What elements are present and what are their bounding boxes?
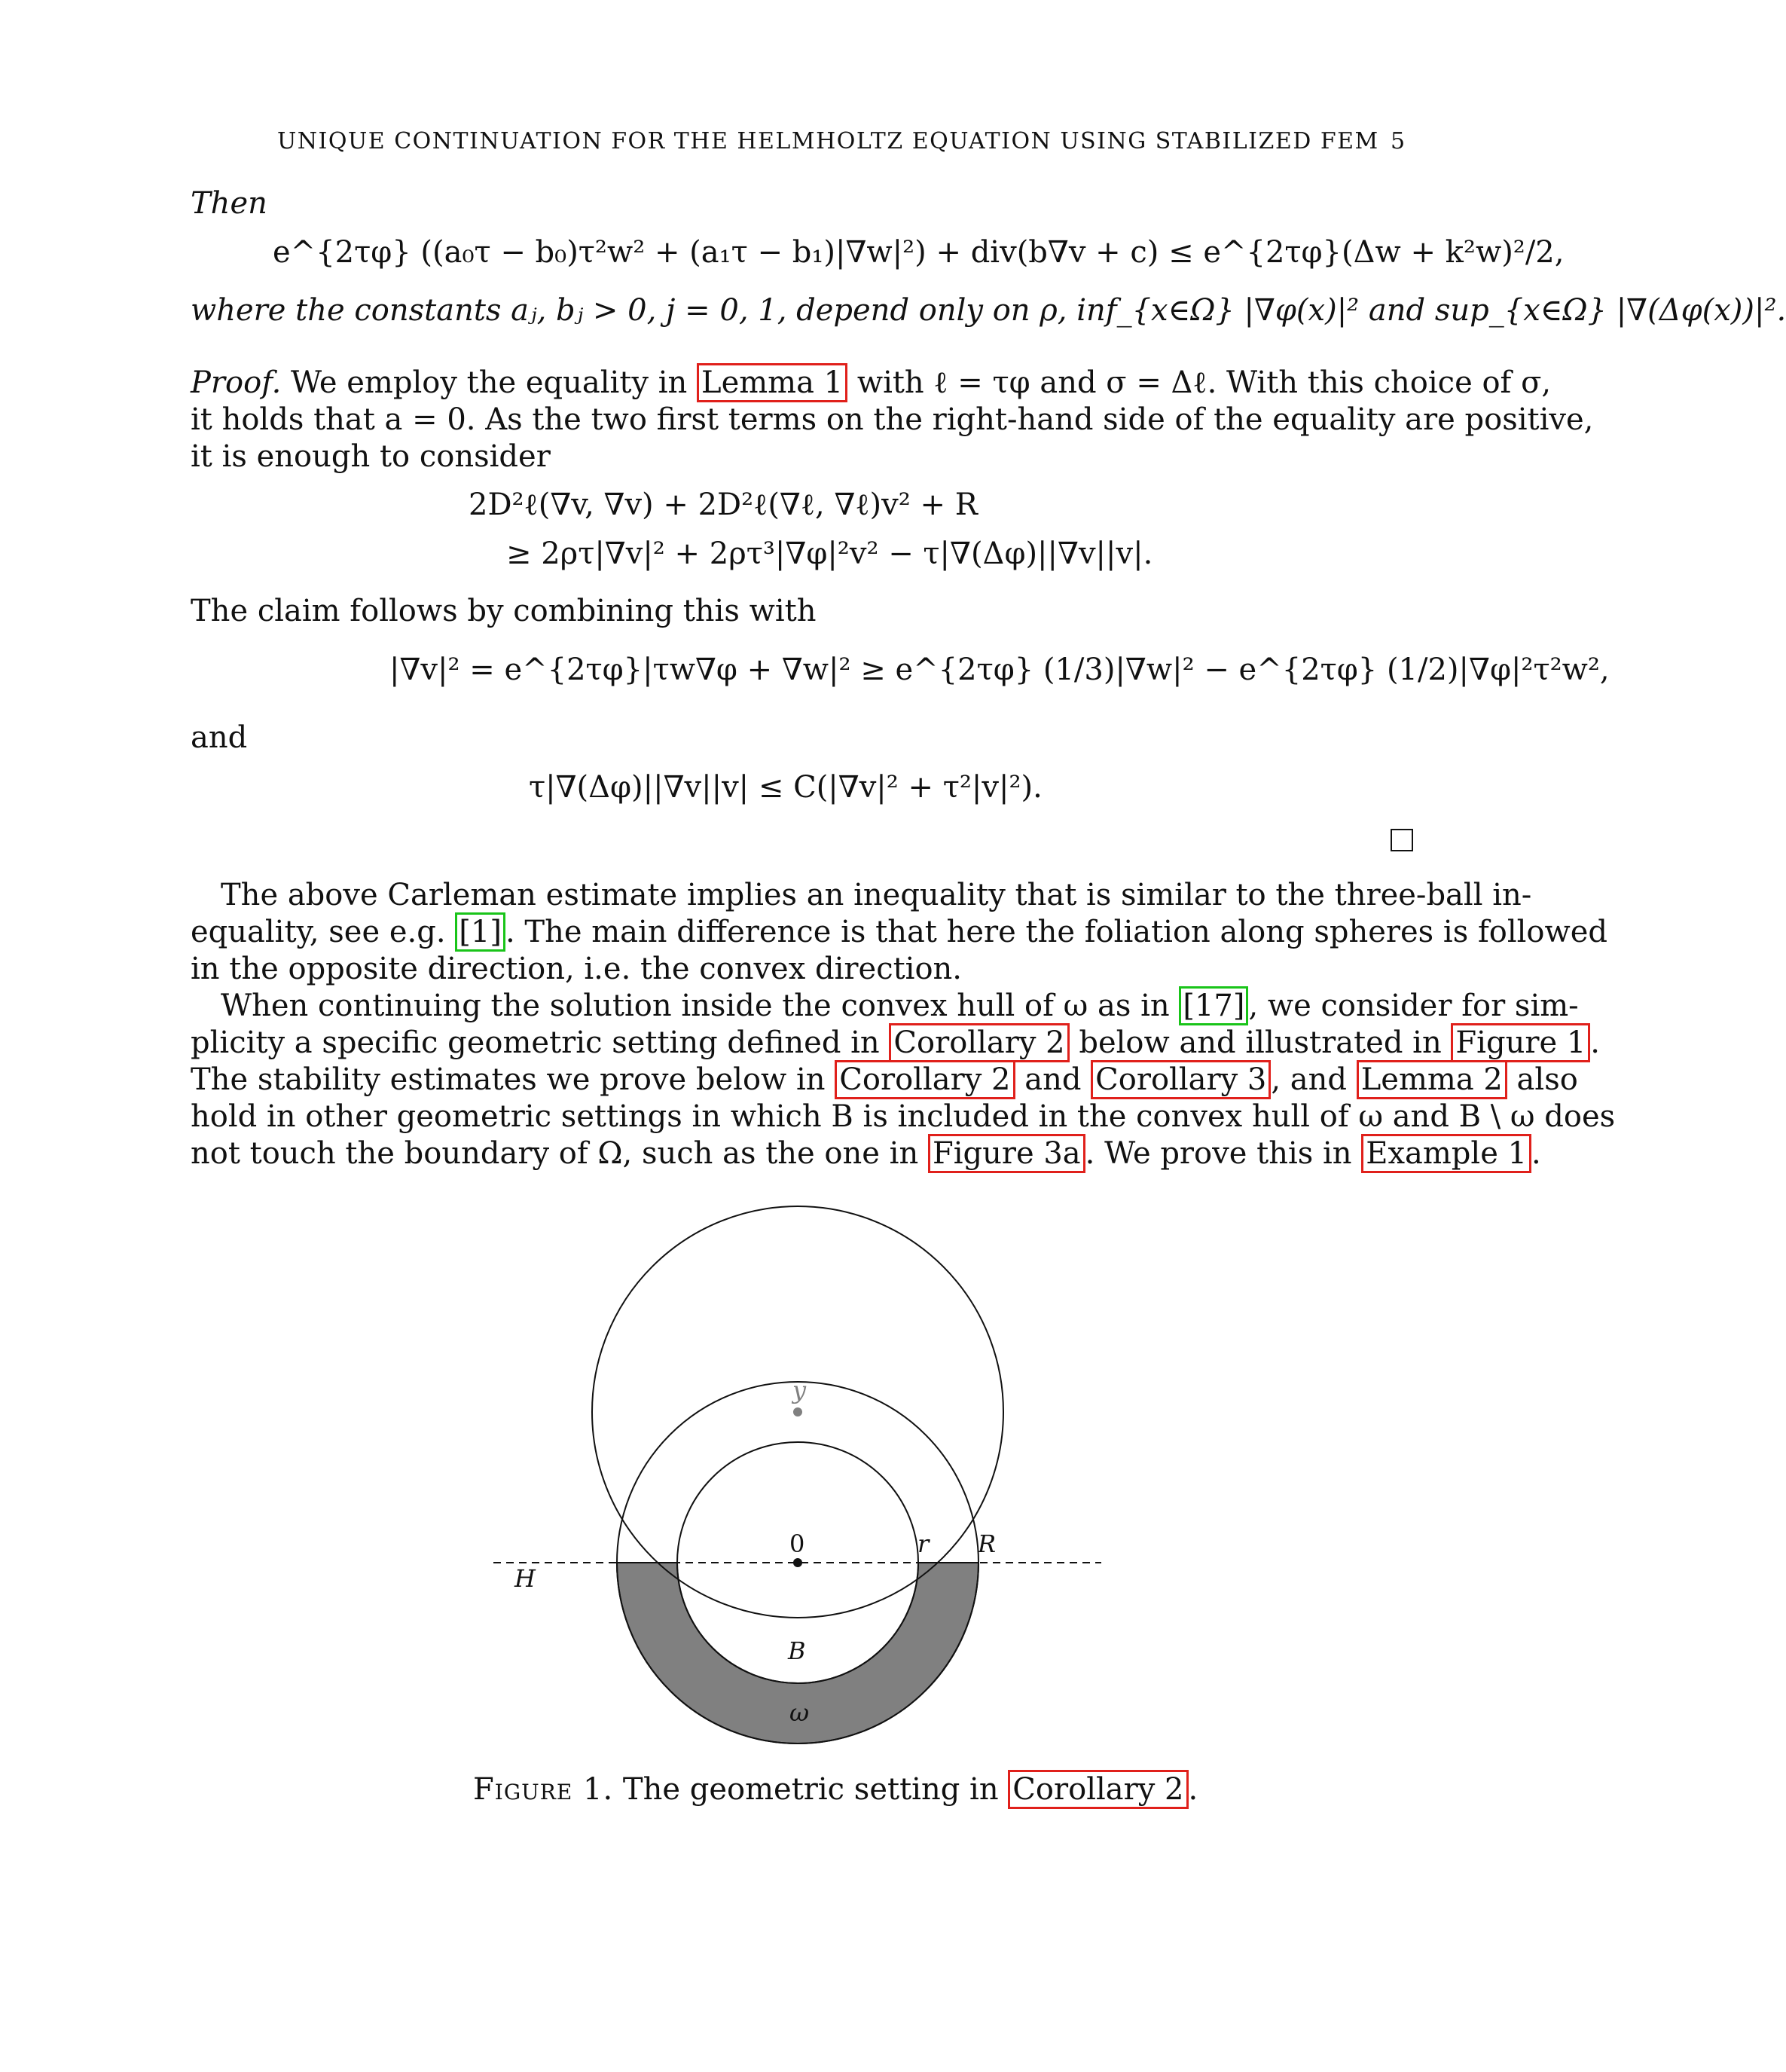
ref-corollary-3[interactable]: Corollary 3 — [1091, 1060, 1271, 1099]
label-omega: ω — [789, 1698, 810, 1727]
label-y: y — [792, 1376, 807, 1404]
proof-line-1: Proof. We employ the equality in Lemma 1 with ℓ = τφ and σ = Δℓ. With this choice of σ, — [191, 365, 1551, 402]
ref-figure-3a[interactable]: Figure 3a — [928, 1134, 1085, 1173]
point-origin — [793, 1558, 802, 1567]
equation-carleman: e^{2τφ} ((a₀τ − b₀)τ²w² + (a₁τ − b₁)|∇w|²) + div(b∇v + c) ≤ e^{2τφ}(Δw + k²w)²/2, — [273, 235, 1565, 270]
proof-line-2: it holds that a = 0. As the two first terms on the right-hand side of the equality are positive, — [191, 402, 1594, 437]
label-origin: 0 — [789, 1530, 805, 1558]
point-y — [793, 1407, 802, 1416]
label-B: B — [788, 1637, 806, 1665]
page-number: 5 — [1391, 128, 1406, 154]
label-H: H — [514, 1564, 536, 1593]
ref-corollary-2[interactable]: Corollary 2 — [889, 1023, 1069, 1062]
label-R: R — [978, 1530, 997, 1558]
ref-example-1[interactable]: Example 1 — [1361, 1134, 1531, 1173]
ref-lemma-2[interactable]: Lemma 2 — [1357, 1060, 1507, 1099]
claim-line: The claim follows by combining this with — [191, 594, 817, 628]
citation-17[interactable]: [17] — [1179, 986, 1248, 1025]
ref-lemma-1[interactable]: Lemma 1 — [697, 363, 847, 402]
theorem-constants: where the constants aⱼ, bⱼ > 0, j = 0, 1, depend only on ρ, inf_{x∈Ω} |∇φ(x)|² and sup_{x∈Ω} |∇(Δφ(x))|². — [191, 293, 1786, 328]
para2-line-4: hold in other geometric settings in which B is included in the convex hull of ω and B \ ω does — [191, 1099, 1616, 1134]
equation-hessian-bound: ≥ 2ρτ|∇v|² + 2ρτ³|∇φ|²v² − τ|∇(Δφ)||∇v||v|. — [506, 536, 1153, 571]
para2-line-3: The stability estimates we prove below in Corollary 2 and Corollary 3 , and Lemma 2 also — [191, 1062, 1578, 1099]
para1-line-1: The above Carleman estimate implies an inequality that is similar to the three-ball in- — [221, 878, 1532, 912]
equation-hessian: 2D²ℓ(∇v, ∇v) + 2D²ℓ(∇ℓ, ∇ℓ)v² + R — [469, 487, 978, 522]
para1-line-2: equality, see e.g. [1] . The main difference is that here the foliation along spheres is followed — [191, 914, 1607, 951]
then-label: Then — [191, 186, 267, 221]
para1-line-3: in the opposite direction, i.e. the convex direction. — [191, 952, 963, 986]
and-label: and — [191, 720, 248, 755]
para2-line-5: not touch the boundary of Ω, such as the one in Figure 3a . We prove this in Example 1 . — [191, 1135, 1541, 1172]
equation-gradient: |∇v|² = e^{2τφ}|τw∇φ + ∇w|² ≥ e^{2τφ} (1/3)|∇w|² − e^{2τφ} (1/2)|∇φ|²τ²w², — [389, 652, 1610, 687]
ref-figure-1[interactable]: Figure 1 — [1451, 1023, 1590, 1062]
figure-caption: Figure 1. The geometric setting in Corollary 2 . — [473, 1772, 1198, 1807]
equation-young: τ|∇(Δφ)||∇v||v| ≤ C(|∇v|² + τ²|v|²). — [529, 770, 1043, 805]
ref-corollary-2-b[interactable]: Corollary 2 — [835, 1060, 1015, 1099]
proof-label: Proof. — [191, 365, 282, 400]
proof-line-3: it is enough to consider — [191, 439, 551, 474]
label-r: r — [917, 1530, 930, 1558]
para2-line-1: When continuing the solution inside the convex hull of ω as in [17] , we consider for sim- — [221, 988, 1579, 1025]
para2-line-2: plicity a specific geometric setting defined in Corollary 2 below and illustrated in Figure 1 . — [191, 1025, 1600, 1062]
caption-label: Figure 1. — [473, 1772, 614, 1807]
running-header: UNIQUE CONTINUATION FOR THE HELMHOLTZ EQUATION USING STABILIZED FEM — [277, 128, 1379, 154]
citation-1[interactable]: [1] — [455, 912, 505, 952]
caption-ref-corollary-2[interactable]: Corollary 2 — [1008, 1770, 1188, 1809]
